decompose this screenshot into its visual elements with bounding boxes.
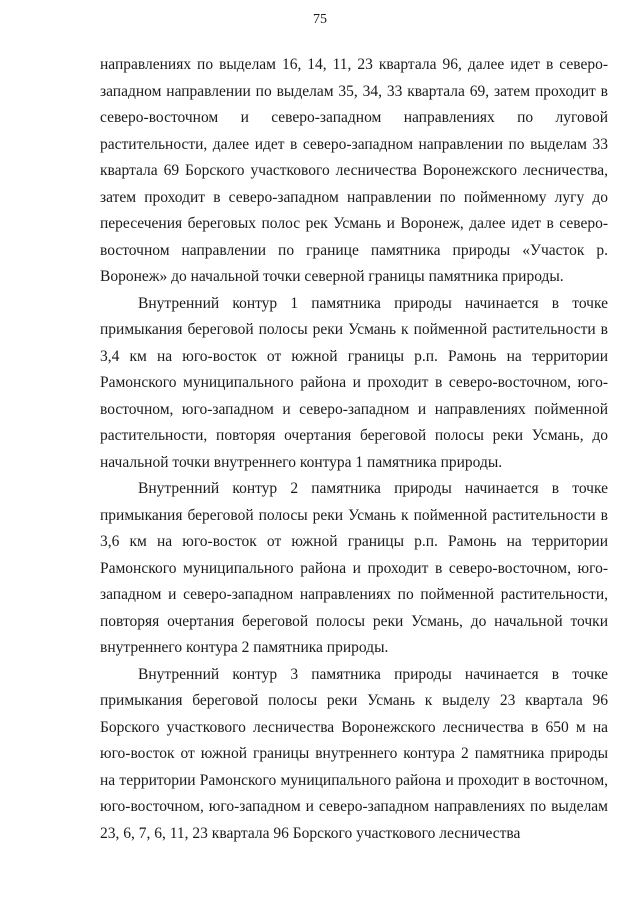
- paragraph-inner-contour-3: Внутренний контур 3 памятника природы начинается в точке примыкания береговой полосы реки Усмань к выделу 23 квартала 96 Борского участкового лесничества Воронежского лесничества в 650 м на юго-восток от южной границы внутреннего контура 2 памятника природы на территории Рамонского муниципального района и проходит в восточном, юго-восточном, юго-западном и северо-западном направлениях по выделам 23, 6, 7, 6, 11, 23 квартала 96 Борского участкового лесничества: [100, 665, 608, 842]
- paragraph-inner-contour-2: Внутренний контур 2 памятника природы начинается в точке примыкания береговой полосы реки Усмань к пойменной растительности в 3,6 км на юго-восток от южной границы р.п. Рамонь на территории Рамонского муниципального района и проходит в северо-восточном, юго-западном и северо-западном направлениях по пойменной растительности, повторяя очертания береговой полосы реки Усмань, до начальной точки внутреннего контура 2 памятника природы.: [100, 480, 608, 656]
- page-number: 75: [313, 12, 327, 27]
- paragraph-continuation: направлениях по выделам 16, 14, 11, 23 квартала 96, далее идет в северо-западном направлении по выделам 35, 34, 33 квартала 69, затем проходит в северо-восточном и северо-западном направлениях по луговой растительности, далее идет в северо-западном направлении по выделам 33 квартала 69 Борского участкового лесничества Воронежского лесничества, затем проходит в северо-западном направлении по пойменному лугу до пересечения береговых полос рек Усмань и Воронеж, далее идет в северо-восточном направлении по границе памятника природы «Участок р. Воронеж» до начальной точки северной границы памятника природы.: [100, 56, 608, 285]
- paragraph-inner-contour-1: Внутренний контур 1 памятника природы начинается в точке примыкания береговой полосы реки Усмань к пойменной растительности в 3,4 км на юго-восток от южной границы р.п. Рамонь на территории Рамонского муниципального района и проходит в северо-восточном, юго-восточном, юго-западном и северо-западном и направлениях пойменной растительности, повторяя очертания береговой полосы реки Усмань, до начальной точки внутреннего контура 1 памятника природы.: [100, 294, 608, 471]
- document-body: [100, 52, 608, 847]
